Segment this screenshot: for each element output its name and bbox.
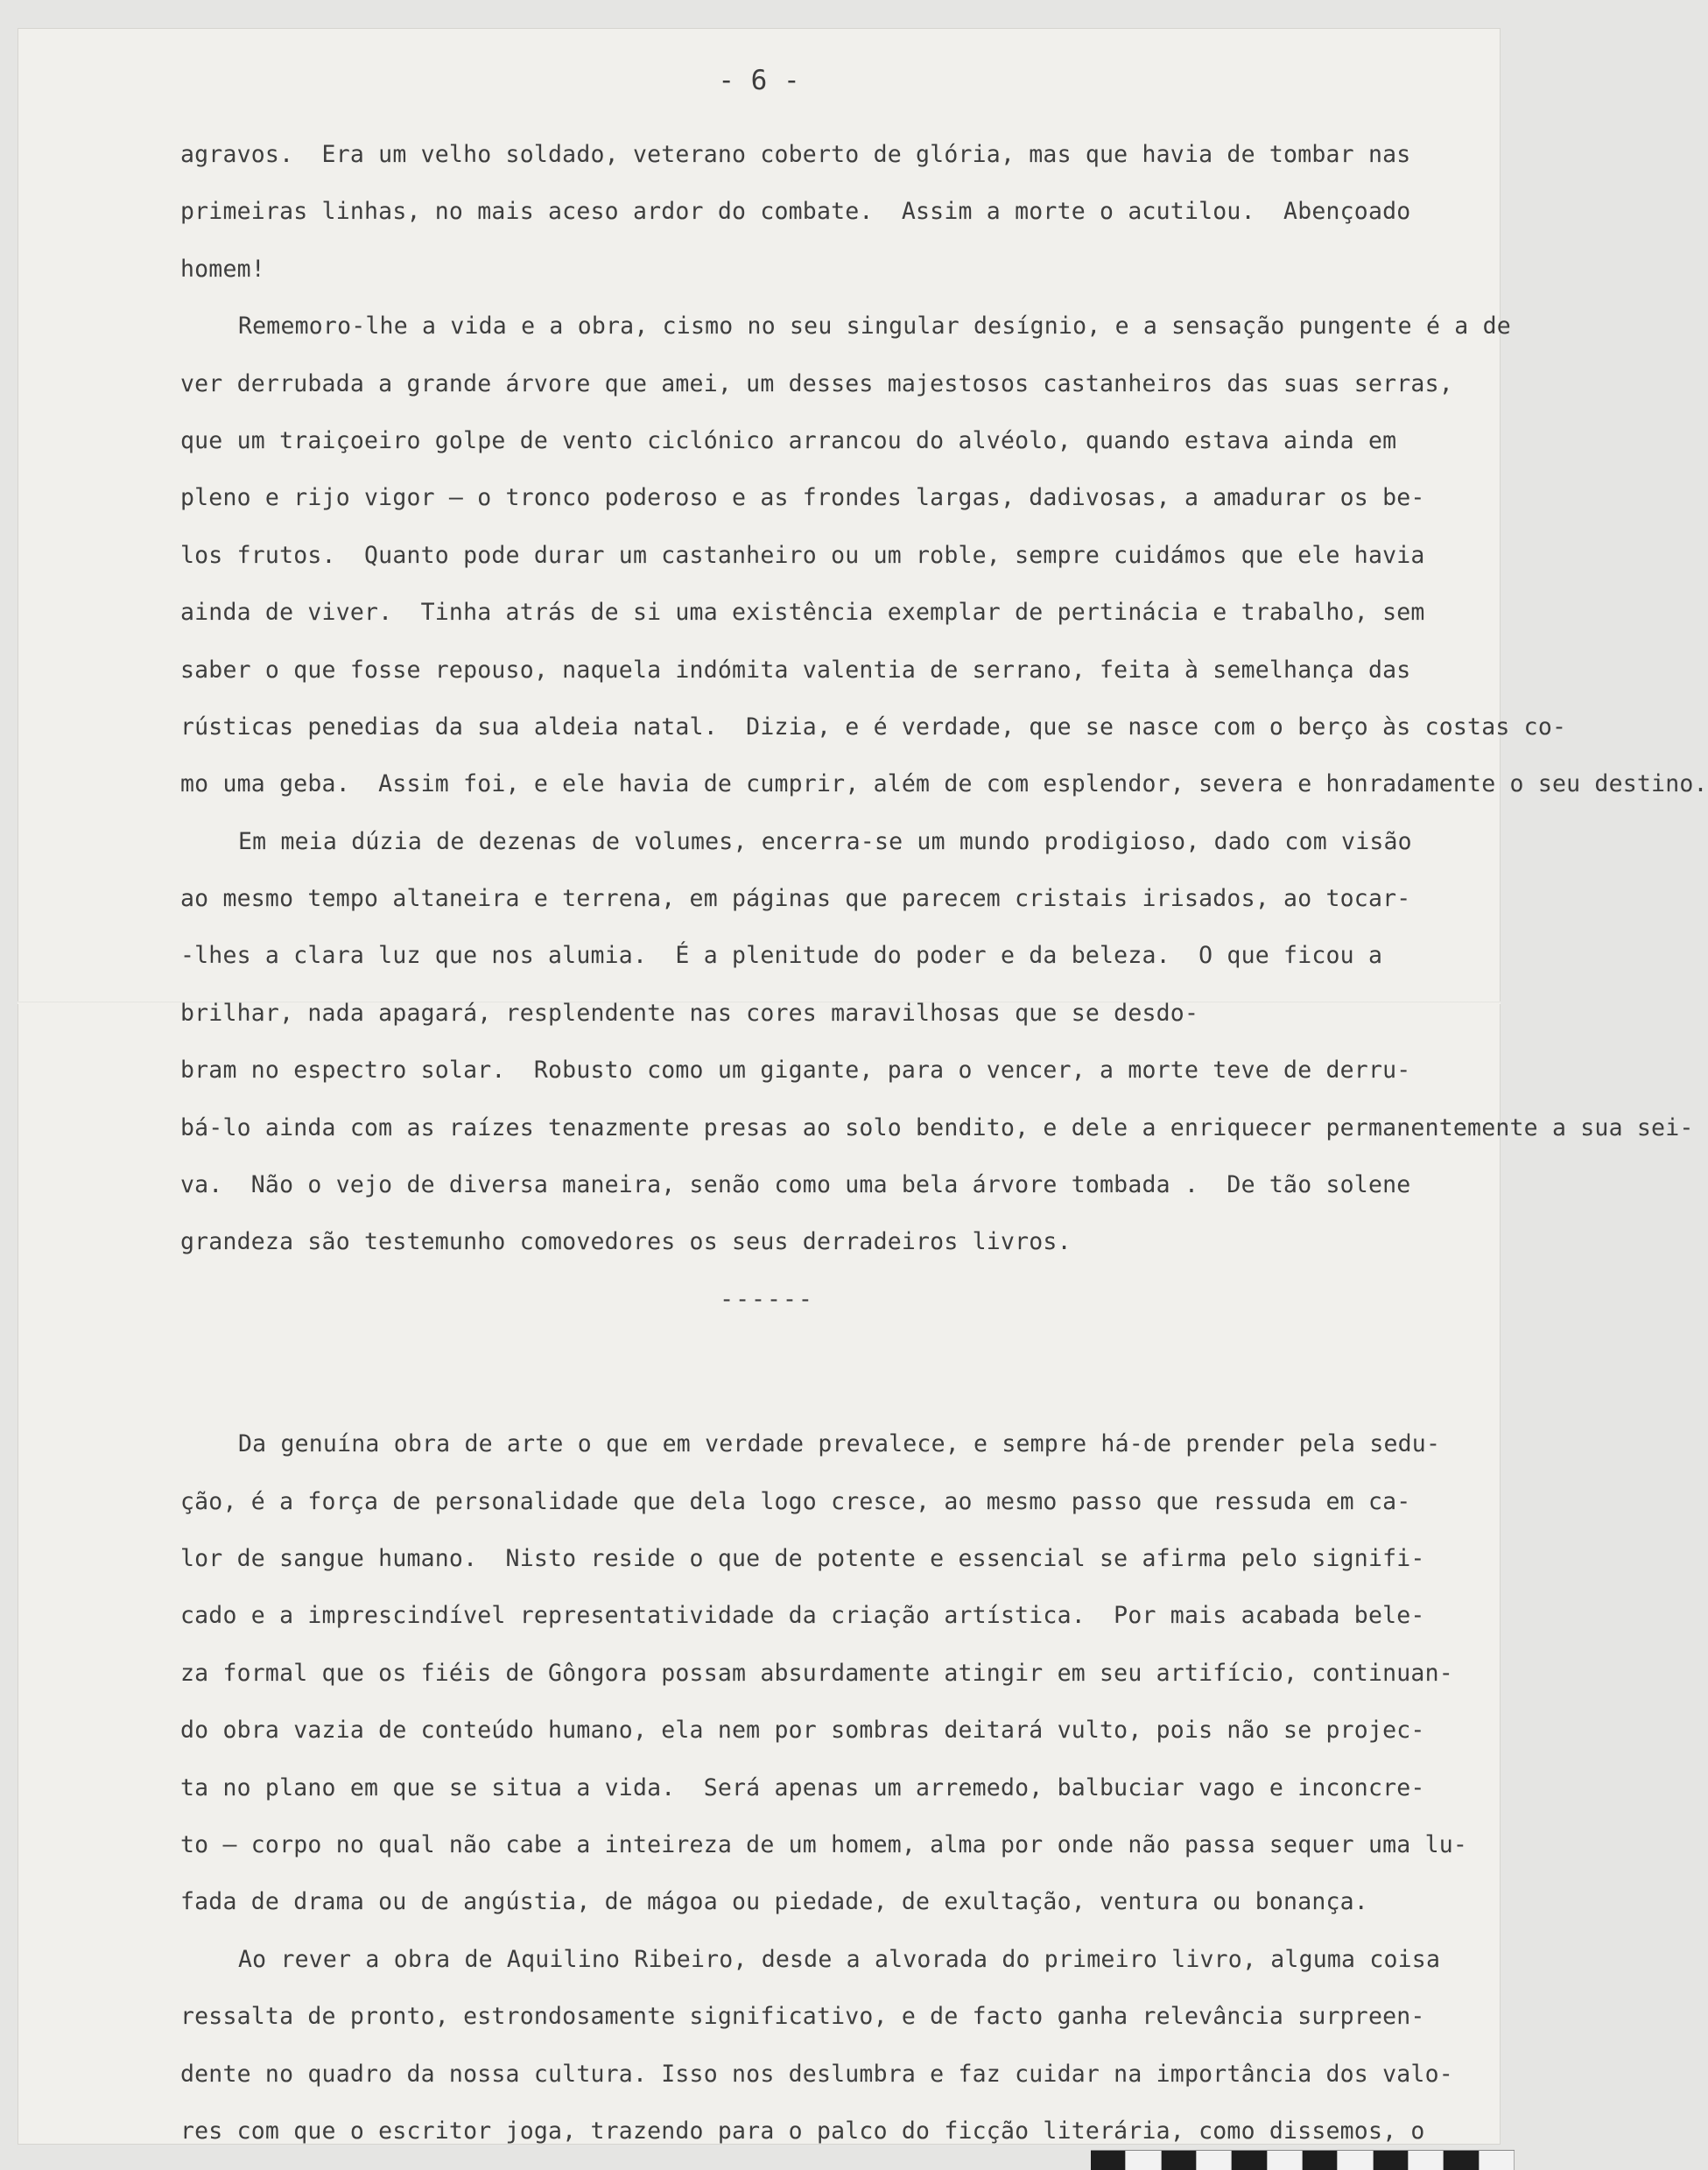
text-line: pleno e rijo vigor — o tronco poderoso e as frondes largas, dadivosas, a amadurar os be- [180,484,1425,512]
text-line [180,1328,1511,1415]
text-line: Ao rever a obra de Aquilino Ribeiro, desde a alvorada do primeiro livro, alguma coisa [238,1945,1441,1973]
text-line: saber o que fosse repouso, naquela indómita valentia de serrano, feita à semelhança das [180,656,1411,684]
text-line: dente no quadro da nossa cultura. Isso nos deslumbra e faz cuidar na importância dos valo- [180,2060,1453,2088]
page-number: - 6 - [718,65,800,96]
text-line: -lhes a clara luz que nos alumia. É a plenitude do poder e da beleza. O que ficou a [180,942,1383,970]
typewritten-page [18,28,1708,2145]
manuscript-text [180,126,1708,2159]
text-line: to — corpo no qual não cabe a inteireza de um homem, alma por onde não passa sequer uma lu- [180,1830,1468,1858]
text-line: los frutos. Quanto pode durar um castanheiro ou um roble, sempre cuidámos que ele havia [180,541,1425,569]
text-line: ainda de viver. Tinha atrás de si uma existência exemplar de pertinácia e trabalho, sem [180,599,1425,627]
text-line: ta no plano em que se situa a vida. Será apenas um arremedo, balbuciar vago e inconcre- [180,1773,1425,1801]
text-line: grandeza são testemunho comovedores os seus derradeiros livros. [180,1228,1072,1256]
text-line: Da genuína obra de arte o que em verdade prevalece, e sempre há-de prender pela sedu- [238,1430,1441,1458]
text-line: za formal que os fiéis de Gôngora possam absurdamente atingir em seu artifício, continuan- [180,1659,1453,1687]
text-line: Rememoro-lhe a vida e a obra, cismo no seu singular desígnio, e a sensação pungente é a de [238,313,1511,341]
text-line: cado e a imprescindível representatividade da criação artística. Por mais acabada bele- [180,1602,1425,1630]
text-line: homem! [180,255,265,283]
text-line: que um traiçoeiro golpe de vento ciclónico arrancou do alvéolo, quando estava ainda em [180,426,1397,454]
text-line: ------ [720,1285,814,1313]
text-line: primeiras linhas, no mais aceso ardor do combate. Assim a morte o acutilou. Abençoado [180,198,1411,226]
text-line: ção, é a força de personalidade que dela logo cresce, ao mesmo passo que ressuda em ca- [180,1487,1411,1515]
text-line: res com que o escritor joga, trazendo para o palco do ficção literária, como dissemos, o [180,2117,1425,2145]
text-line: lor de sangue humano. Nisto reside o que de potente e essencial se afirma pelo signifi- [180,1544,1425,1572]
text-line: ao mesmo tempo altaneira e terrena, em páginas que parecem cristais irisados, ao tocar- [180,885,1411,913]
color-calibration-scale [1091,2150,1515,2170]
text-line: do obra vazia de conteúdo humano, ela nem por sombras deitará vulto, pois não se projec- [180,1717,1425,1745]
text-line: fada de drama ou de angústia, de mágoa ou piedade, de exultação, ventura ou bonança. [180,1888,1368,1916]
text-line: agravos. Era um velho soldado, veterano coberto de glória, mas que havia de tombar nas [180,141,1411,168]
text-line: bram no espectro solar. Robusto como um gigante, para o vencer, a morte teve de derru- [180,1057,1411,1085]
text-line: ressalta de pronto, estrondosamente significativo, e de facto ganha relevância surpreen- [180,2003,1425,2031]
text-line: rústicas penedias da sua aldeia natal. Dizia, e é verdade, que se nasce com o berço às costas co- [180,713,1567,741]
text-line: va. Não o vejo de diversa maneira, senão como uma bela árvore tombada . De tão solene [180,1171,1411,1199]
text-line: ver derrubada a grande árvore que amei, um desses majestosos castanheiros das suas serras, [180,369,1453,397]
text-line: Em meia dúzia de dezenas de volumes, encerra-se um mundo prodigioso, dado com visão [238,827,1412,855]
text-line: bá-lo ainda com as raízes tenazmente presas ao solo bendito, e dele a enriquecer permanentemente a sua sei- [180,1113,1694,1141]
text-line: mo uma geba. Assim foi, e ele havia de cumprir, além de com esplendor, severa e honradamente o seu destino. [180,770,1708,798]
text-line: brilhar, nada apagará, resplendente nas cores maravilhosas que se desdo- [180,999,1199,1027]
